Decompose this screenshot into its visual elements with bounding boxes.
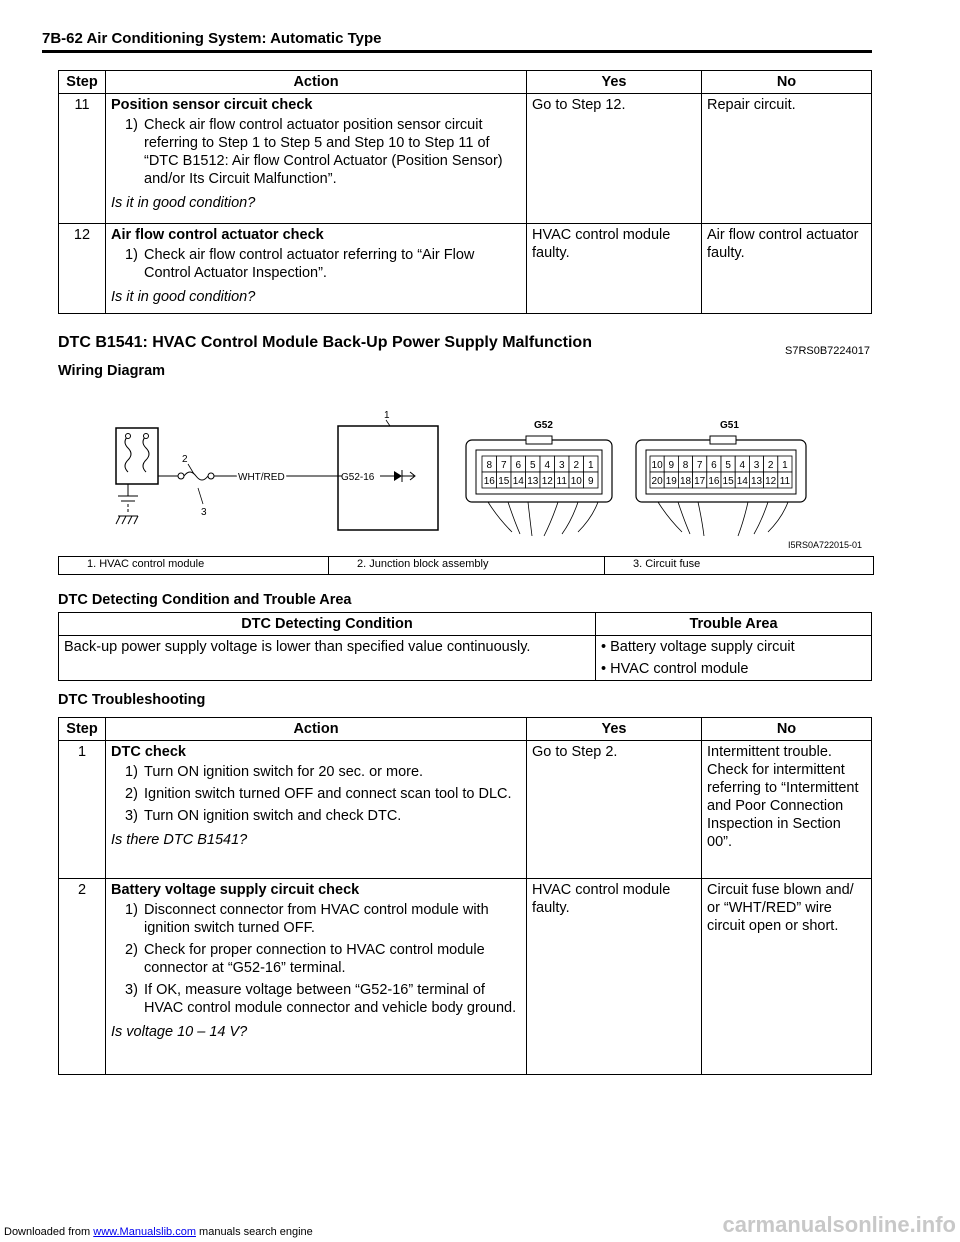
item-text: Turn ON ignition switch and check DTC. <box>144 808 402 824</box>
connector-name: G51 <box>720 420 739 431</box>
connector-pin-label: 16 <box>708 476 720 487</box>
connector-pin-label: 14 <box>512 476 524 487</box>
list-item <box>111 807 521 825</box>
connector-pin-label: 20 <box>651 476 663 487</box>
connector-pin-label: 1 <box>782 460 788 471</box>
step-question: Is there DTC B1541? <box>111 832 248 848</box>
footer-prefix: Downloaded from <box>4 1226 94 1238</box>
list-item <box>111 246 521 282</box>
table-detecting <box>58 612 872 681</box>
item-num: 2) <box>125 786 138 802</box>
figure-id: I5RS0A722015-01 <box>788 540 863 550</box>
connector-pin-label: 11 <box>556 476 567 487</box>
connector-pin-label: 15 <box>498 476 510 487</box>
area-cell <box>596 636 872 681</box>
connector-pin-label: 3 <box>753 460 760 471</box>
terminal-label: G52-16 <box>341 472 375 483</box>
col-trouble-area: Trouble Area <box>596 613 872 636</box>
section-title: DTC B1541: HVAC Control Module Back-Up Power Supply Malfunction <box>58 334 592 351</box>
callout-1: 1 <box>384 410 390 421</box>
connector-pin-label: 14 <box>736 476 748 487</box>
step-question: Is it in good condition? <box>111 195 256 211</box>
col-yes: Yes <box>527 718 702 741</box>
connector-pin-label: 17 <box>694 476 706 487</box>
junction-block <box>116 428 158 524</box>
yes-cell: Go to Step 12. <box>527 94 702 224</box>
item-num: 3) <box>125 808 138 824</box>
hvac-control-module <box>338 410 438 530</box>
action-cell <box>106 741 527 879</box>
col-condition: DTC Detecting Condition <box>59 613 596 636</box>
connector-name: G52 <box>534 420 553 431</box>
item-text: If OK, measure voltage between “G52-16” terminal of HVAC control module connector and vehicle body ground. <box>144 982 517 1016</box>
connector-pin-label: 9 <box>587 476 594 487</box>
troubleshooting-title: DTC Troubleshooting <box>58 692 206 708</box>
step-question: Is it in good condition? <box>111 289 256 305</box>
list-item <box>111 941 521 977</box>
step-heading: DTC check <box>111 744 186 760</box>
connector-pin-label: 13 <box>750 476 763 487</box>
connector-pin-label: 4 <box>544 460 551 471</box>
no-cell: Intermittent trouble. Check for intermittent referring to “Intermittent and Poor Connection Inspection in Section 00”. <box>702 741 872 879</box>
connector-pin-label: 11 <box>779 476 791 487</box>
connector-pin-label: 15 <box>722 476 734 487</box>
connector-pin-label: 5 <box>529 460 536 471</box>
step-number: 2 <box>59 879 106 1075</box>
connector-pin-label: 8 <box>682 460 689 471</box>
list-item <box>111 763 521 781</box>
item-num: 1) <box>125 117 138 133</box>
col-action: Action <box>106 71 527 94</box>
table-row <box>59 636 872 681</box>
wire-label: WHT/RED <box>238 472 285 483</box>
yes-cell: HVAC control module faulty. <box>527 224 702 314</box>
detecting-title: DTC Detecting Condition and Trouble Area <box>58 592 352 608</box>
connector-pin-label: 7 <box>500 460 507 471</box>
connector-pin-label: 12 <box>541 476 553 487</box>
col-yes: Yes <box>527 71 702 94</box>
item-text: Ignition switch turned OFF and connect scan tool to DLC. <box>144 786 512 802</box>
list-item <box>111 901 521 937</box>
item-text: Disconnect connector from HVAC control module with ignition switch turned OFF. <box>144 902 489 936</box>
connector-pin-label: 3 <box>558 460 565 471</box>
item-num: 3) <box>125 982 138 998</box>
table-troubleshooting <box>58 717 872 1075</box>
legend-item: 3. Circuit fuse <box>633 558 701 570</box>
action-cell <box>106 94 527 224</box>
connector-pin-label: 16 <box>483 476 495 487</box>
no-cell: Air flow control actuator faulty. <box>702 224 872 314</box>
connector-pin-label: 18 <box>679 476 692 487</box>
section-code: S7RS0B7224017 <box>784 345 870 357</box>
col-no: No <box>702 71 872 94</box>
footer <box>4 1226 313 1238</box>
connector-pin-label: 5 <box>725 460 731 471</box>
step-question: Is voltage 10 – 14 V? <box>111 1024 248 1040</box>
legend-item: 1. HVAC control module <box>59 557 329 574</box>
wiring-diagram <box>58 396 872 556</box>
list-item: • Battery voltage supply circuit <box>601 639 795 655</box>
wiring-title: Wiring Diagram <box>58 363 166 379</box>
table-row <box>59 879 872 1075</box>
item-text: Check air flow control actuator referring to “Air Flow Control Actuator Inspection”. <box>144 247 475 281</box>
col-step: Step <box>59 71 106 94</box>
yes-cell: Go to Step 2. <box>527 741 702 879</box>
table-row <box>59 94 872 224</box>
step-number: 12 <box>59 224 106 314</box>
connector-pin-label: 10 <box>570 476 582 487</box>
step-number: 1 <box>59 741 106 879</box>
connector-pin-label: 9 <box>668 460 675 471</box>
table-row <box>59 224 872 314</box>
no-cell: Repair circuit. <box>702 94 872 224</box>
callout-2: 2 <box>182 454 188 465</box>
connector-pin-label: 13 <box>527 476 539 487</box>
page-header: 7B-62 Air Conditioning System: Automatic Type <box>42 30 382 47</box>
connector-pin-label: 2 <box>573 460 580 471</box>
connector-pin-label: 10 <box>651 460 663 471</box>
manualslib-link[interactable]: www.Manualslib.com <box>93 1226 196 1238</box>
step-heading: Air flow control actuator check <box>111 227 324 243</box>
item-text: Check air flow control actuator position sensor circuit referring to Step 1 to Step 5 and Step 10 to Step 11 of “DTC B1512: Air flow Control Actuator (Position Sensor) and/or Its Circuit Malfunction”. <box>144 117 503 187</box>
connector-pin-label: 7 <box>696 460 703 471</box>
action-cell <box>106 224 527 314</box>
circuit-fuse <box>158 454 234 518</box>
step-heading: Battery voltage supply circuit check <box>111 882 360 898</box>
table-top <box>58 70 872 314</box>
connector-pin-label: 19 <box>665 476 677 487</box>
step-heading: Position sensor circuit check <box>111 97 313 113</box>
no-cell: Circuit fuse blown and/ or “WHT/RED” wire circuit open or short. <box>702 879 872 1075</box>
connector-pin-label: 12 <box>765 476 777 487</box>
table-row <box>59 741 872 879</box>
list-item <box>111 981 521 1017</box>
watermark: carmanualsonline.info <box>722 1212 956 1237</box>
condition-cell: Back-up power supply voltage is lower than specified value continuously. <box>59 636 596 681</box>
connector-pin-label: 6 <box>711 460 717 471</box>
item-num: 1) <box>125 764 138 780</box>
col-step: Step <box>59 718 106 741</box>
connector-pin-label: 1 <box>587 460 594 471</box>
yes-cell: HVAC control module faulty. <box>527 879 702 1075</box>
header-rule <box>42 50 872 53</box>
step-number: 11 <box>59 94 106 224</box>
connector-pin-label: 8 <box>486 460 493 471</box>
connector-pin-label: 4 <box>739 460 746 471</box>
item-num: 2) <box>125 942 138 958</box>
connector-pin-label: 6 <box>515 460 522 471</box>
footer-suffix: manuals search engine <box>195 1226 313 1238</box>
legend <box>58 556 874 575</box>
connector-g51 <box>636 420 806 536</box>
list-item: • HVAC control module <box>601 661 749 677</box>
col-action: Action <box>106 718 527 741</box>
item-text: Turn ON ignition switch for 20 sec. or more. <box>144 764 424 780</box>
action-cell <box>106 879 527 1075</box>
item-num: 1) <box>125 902 138 918</box>
list-item <box>111 116 521 188</box>
item-num: 1) <box>125 247 138 263</box>
item-text: Check for proper connection to HVAC control module connector at “G52-16” terminal. <box>144 942 485 976</box>
legend-item: 2. Junction block assembly <box>329 557 605 574</box>
connector-pin-label: 2 <box>767 460 774 471</box>
callout-3: 3 <box>201 507 207 518</box>
connector-g52 <box>466 420 612 536</box>
col-no: No <box>702 718 872 741</box>
list-item <box>111 785 521 803</box>
